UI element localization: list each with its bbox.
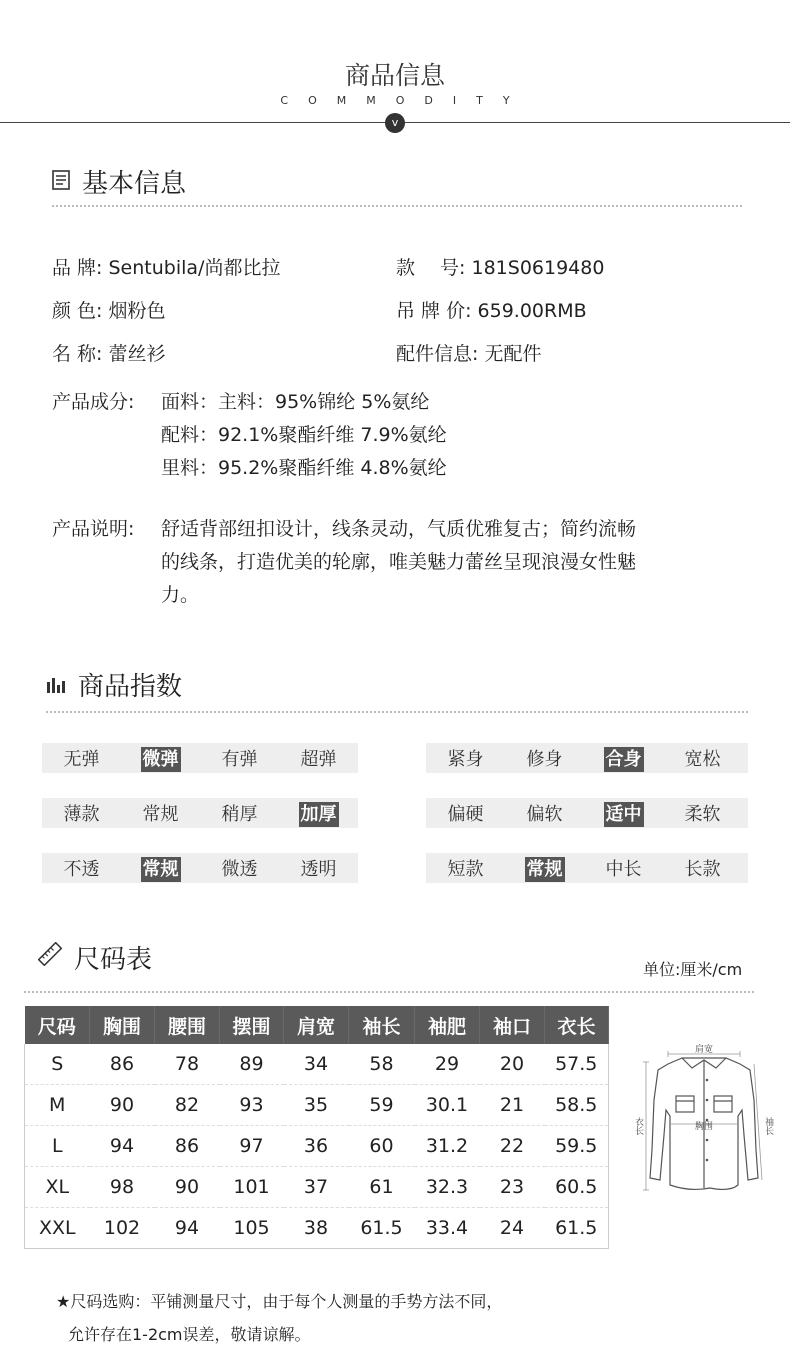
tag-price-label: 吊 牌 价: bbox=[396, 300, 472, 322]
index-option: 透明 bbox=[300, 859, 337, 880]
index-option: 稍厚 bbox=[221, 804, 258, 825]
table-cell: 38 bbox=[284, 1208, 349, 1249]
index-row-elasticity bbox=[42, 743, 358, 773]
description-label: 产品说明: bbox=[52, 518, 135, 540]
column-header: 肩宽 bbox=[284, 1006, 349, 1044]
description-line: 的线条，打造优美的轮廓，唯美魅力蕾丝呈现浪漫女性魅 bbox=[161, 551, 637, 573]
index-option-selected: 常规 bbox=[526, 859, 563, 880]
index-option: 超弹 bbox=[300, 749, 337, 770]
composition-line: 里料：95.2%聚酯纤维 4.8%氨纶 bbox=[161, 457, 447, 479]
table-cell: 37 bbox=[284, 1167, 349, 1208]
table-cell: 101 bbox=[220, 1167, 284, 1208]
composition-line: 面料：主料：95%锦纶 5%氨纶 bbox=[161, 391, 430, 413]
index-title: 商品指数 bbox=[78, 672, 183, 702]
column-header: 腰围 bbox=[155, 1006, 220, 1044]
bar-chart-icon bbox=[46, 670, 66, 700]
table-cell: 59 bbox=[349, 1085, 415, 1126]
index-divider bbox=[46, 711, 748, 713]
index-option: 薄款 bbox=[63, 804, 100, 825]
index-option: 紧身 bbox=[447, 749, 484, 770]
column-header: 摆围 bbox=[220, 1006, 284, 1044]
name-value: 蕾丝衫 bbox=[108, 343, 166, 365]
table-row bbox=[25, 1208, 609, 1249]
index-option-selected: 微弹 bbox=[142, 749, 179, 770]
table-cell: XXL bbox=[25, 1208, 90, 1249]
color-label: 颜 色: bbox=[52, 300, 103, 322]
brand-label: 品 牌: bbox=[52, 257, 103, 279]
tag-price-field bbox=[396, 296, 587, 323]
tag-price-value: 659.00RMB bbox=[477, 300, 587, 322]
column-header: 尺码 bbox=[25, 1006, 90, 1044]
table-row bbox=[25, 1044, 609, 1085]
table-cell: 61.5 bbox=[545, 1208, 609, 1249]
table-cell: 59.5 bbox=[545, 1126, 609, 1167]
index-option: 长款 bbox=[684, 859, 721, 880]
composition-label: 产品成分: bbox=[52, 391, 135, 413]
table-cell: 33.4 bbox=[415, 1208, 480, 1249]
ruler-icon bbox=[38, 942, 62, 973]
index-option-selected: 常规 bbox=[142, 859, 179, 880]
table-cell: 61.5 bbox=[349, 1208, 415, 1249]
index-option: 中长 bbox=[605, 859, 642, 880]
document-icon bbox=[52, 167, 70, 197]
table-cell: 60.5 bbox=[545, 1167, 609, 1208]
color-value: 烟粉色 bbox=[108, 300, 166, 322]
index-option: 无弹 bbox=[63, 749, 100, 770]
index-option-selected: 合身 bbox=[605, 749, 642, 770]
column-header: 胸围 bbox=[90, 1006, 155, 1044]
table-cell: 97 bbox=[220, 1126, 284, 1167]
column-header: 袖肥 bbox=[415, 1006, 480, 1044]
index-option: 有弹 bbox=[221, 749, 258, 770]
color-field bbox=[52, 296, 166, 323]
name-label: 名 称: bbox=[52, 343, 103, 365]
table-cell: 61 bbox=[349, 1167, 415, 1208]
index-option: 短款 bbox=[447, 859, 484, 880]
size-table bbox=[24, 1006, 609, 1249]
size-heading bbox=[38, 939, 152, 976]
table-cell: 21 bbox=[480, 1085, 545, 1126]
basic-info-heading bbox=[52, 163, 186, 200]
table-cell: 105 bbox=[220, 1208, 284, 1249]
table-row bbox=[25, 1126, 609, 1167]
index-heading bbox=[46, 666, 182, 703]
index-option-selected: 适中 bbox=[605, 804, 642, 825]
basic-info-title: 基本信息 bbox=[82, 169, 187, 199]
accessory-value: 无配件 bbox=[484, 343, 542, 365]
style-number-value: 181S0619480 bbox=[471, 257, 605, 279]
size-note: 允许存在1-2cm误差，敬请谅解。 bbox=[68, 1325, 311, 1344]
table-cell: L bbox=[25, 1126, 90, 1167]
index-option: 柔软 bbox=[684, 804, 721, 825]
table-cell: 90 bbox=[90, 1085, 155, 1126]
index-option-selected: 加厚 bbox=[300, 804, 337, 825]
table-cell: 98 bbox=[90, 1167, 155, 1208]
index-option: 常规 bbox=[142, 804, 179, 825]
page-title: 商品信息 bbox=[344, 61, 445, 90]
diagram-shoulder-label: 肩宽 bbox=[694, 1045, 714, 1055]
diagram-sleeve-label: 袖长 bbox=[763, 1117, 773, 1135]
page-subtitle: COMMODITY bbox=[280, 94, 530, 107]
table-row bbox=[25, 1167, 609, 1208]
index-option: 不透 bbox=[63, 859, 100, 880]
brand-value: Sentubila/尚都比拉 bbox=[108, 257, 281, 279]
table-cell: 86 bbox=[90, 1044, 155, 1085]
table-cell: 94 bbox=[90, 1126, 155, 1167]
table-cell: 34 bbox=[284, 1044, 349, 1085]
table-cell: 82 bbox=[155, 1085, 220, 1126]
size-title: 尺码表 bbox=[74, 945, 153, 975]
index-option: 微透 bbox=[221, 859, 258, 880]
size-divider bbox=[24, 991, 754, 993]
index-row-length bbox=[426, 853, 748, 883]
column-header: 衣长 bbox=[545, 1006, 609, 1044]
table-header-row bbox=[25, 1006, 609, 1044]
index-row-softness bbox=[426, 798, 748, 828]
accessory-field bbox=[396, 339, 541, 366]
style-number-field bbox=[396, 253, 604, 280]
index-option: 偏软 bbox=[526, 804, 563, 825]
table-cell: 57.5 bbox=[545, 1044, 609, 1085]
description-line: 舒适背部纽扣设计，线条灵动，气质优雅复古；简约流畅 bbox=[161, 518, 637, 540]
table-cell: 78 bbox=[155, 1044, 220, 1085]
table-cell: S bbox=[25, 1044, 90, 1085]
index-row-fit bbox=[426, 743, 748, 773]
column-header: 袖口 bbox=[480, 1006, 545, 1044]
table-cell: 32.3 bbox=[415, 1167, 480, 1208]
index-option: 偏硬 bbox=[447, 804, 484, 825]
description-line: 力。 bbox=[161, 584, 200, 606]
table-cell: 93 bbox=[220, 1085, 284, 1126]
table-cell: 58 bbox=[349, 1044, 415, 1085]
table-cell: 29 bbox=[415, 1044, 480, 1085]
table-cell: 89 bbox=[220, 1044, 284, 1085]
table-cell: XL bbox=[25, 1167, 90, 1208]
table-row bbox=[25, 1085, 609, 1126]
name-field bbox=[52, 339, 166, 366]
table-cell: 36 bbox=[284, 1126, 349, 1167]
table-cell: 20 bbox=[480, 1044, 545, 1085]
index-row-transparency bbox=[42, 853, 358, 883]
table-cell: 22 bbox=[480, 1126, 545, 1167]
brand-field bbox=[52, 253, 280, 280]
size-note: ★尺码选购：平铺测量尺寸，由于每个人测量的手势方法不同， bbox=[56, 1292, 503, 1311]
table-cell: 94 bbox=[155, 1208, 220, 1249]
index-option: 修身 bbox=[526, 749, 563, 770]
shirt-diagram bbox=[630, 1040, 775, 1200]
column-header: 袖长 bbox=[349, 1006, 415, 1044]
table-cell: 30.1 bbox=[415, 1085, 480, 1126]
size-unit: 单位:厘米/cm bbox=[643, 960, 743, 979]
chevron-down-icon: v bbox=[385, 113, 405, 133]
index-row-thickness bbox=[42, 798, 358, 828]
table-cell: 23 bbox=[480, 1167, 545, 1208]
table-cell: 60 bbox=[349, 1126, 415, 1167]
diagram-length-label: 衣长 bbox=[633, 1117, 643, 1135]
table-cell: 35 bbox=[284, 1085, 349, 1126]
diagram-chest-label: 胸围 bbox=[694, 1122, 714, 1132]
style-number-label: 款 号: bbox=[396, 257, 466, 279]
table-cell: 102 bbox=[90, 1208, 155, 1249]
table-cell: 31.2 bbox=[415, 1126, 480, 1167]
index-option: 宽松 bbox=[684, 749, 721, 770]
table-cell: M bbox=[25, 1085, 90, 1126]
composition-line: 配料：92.1%聚酯纤维 7.9%氨纶 bbox=[161, 424, 447, 446]
accessory-label: 配件信息: bbox=[396, 343, 479, 365]
table-cell: 90 bbox=[155, 1167, 220, 1208]
basic-info-divider bbox=[52, 205, 742, 207]
table-cell: 86 bbox=[155, 1126, 220, 1167]
table-cell: 58.5 bbox=[545, 1085, 609, 1126]
table-cell: 24 bbox=[480, 1208, 545, 1249]
